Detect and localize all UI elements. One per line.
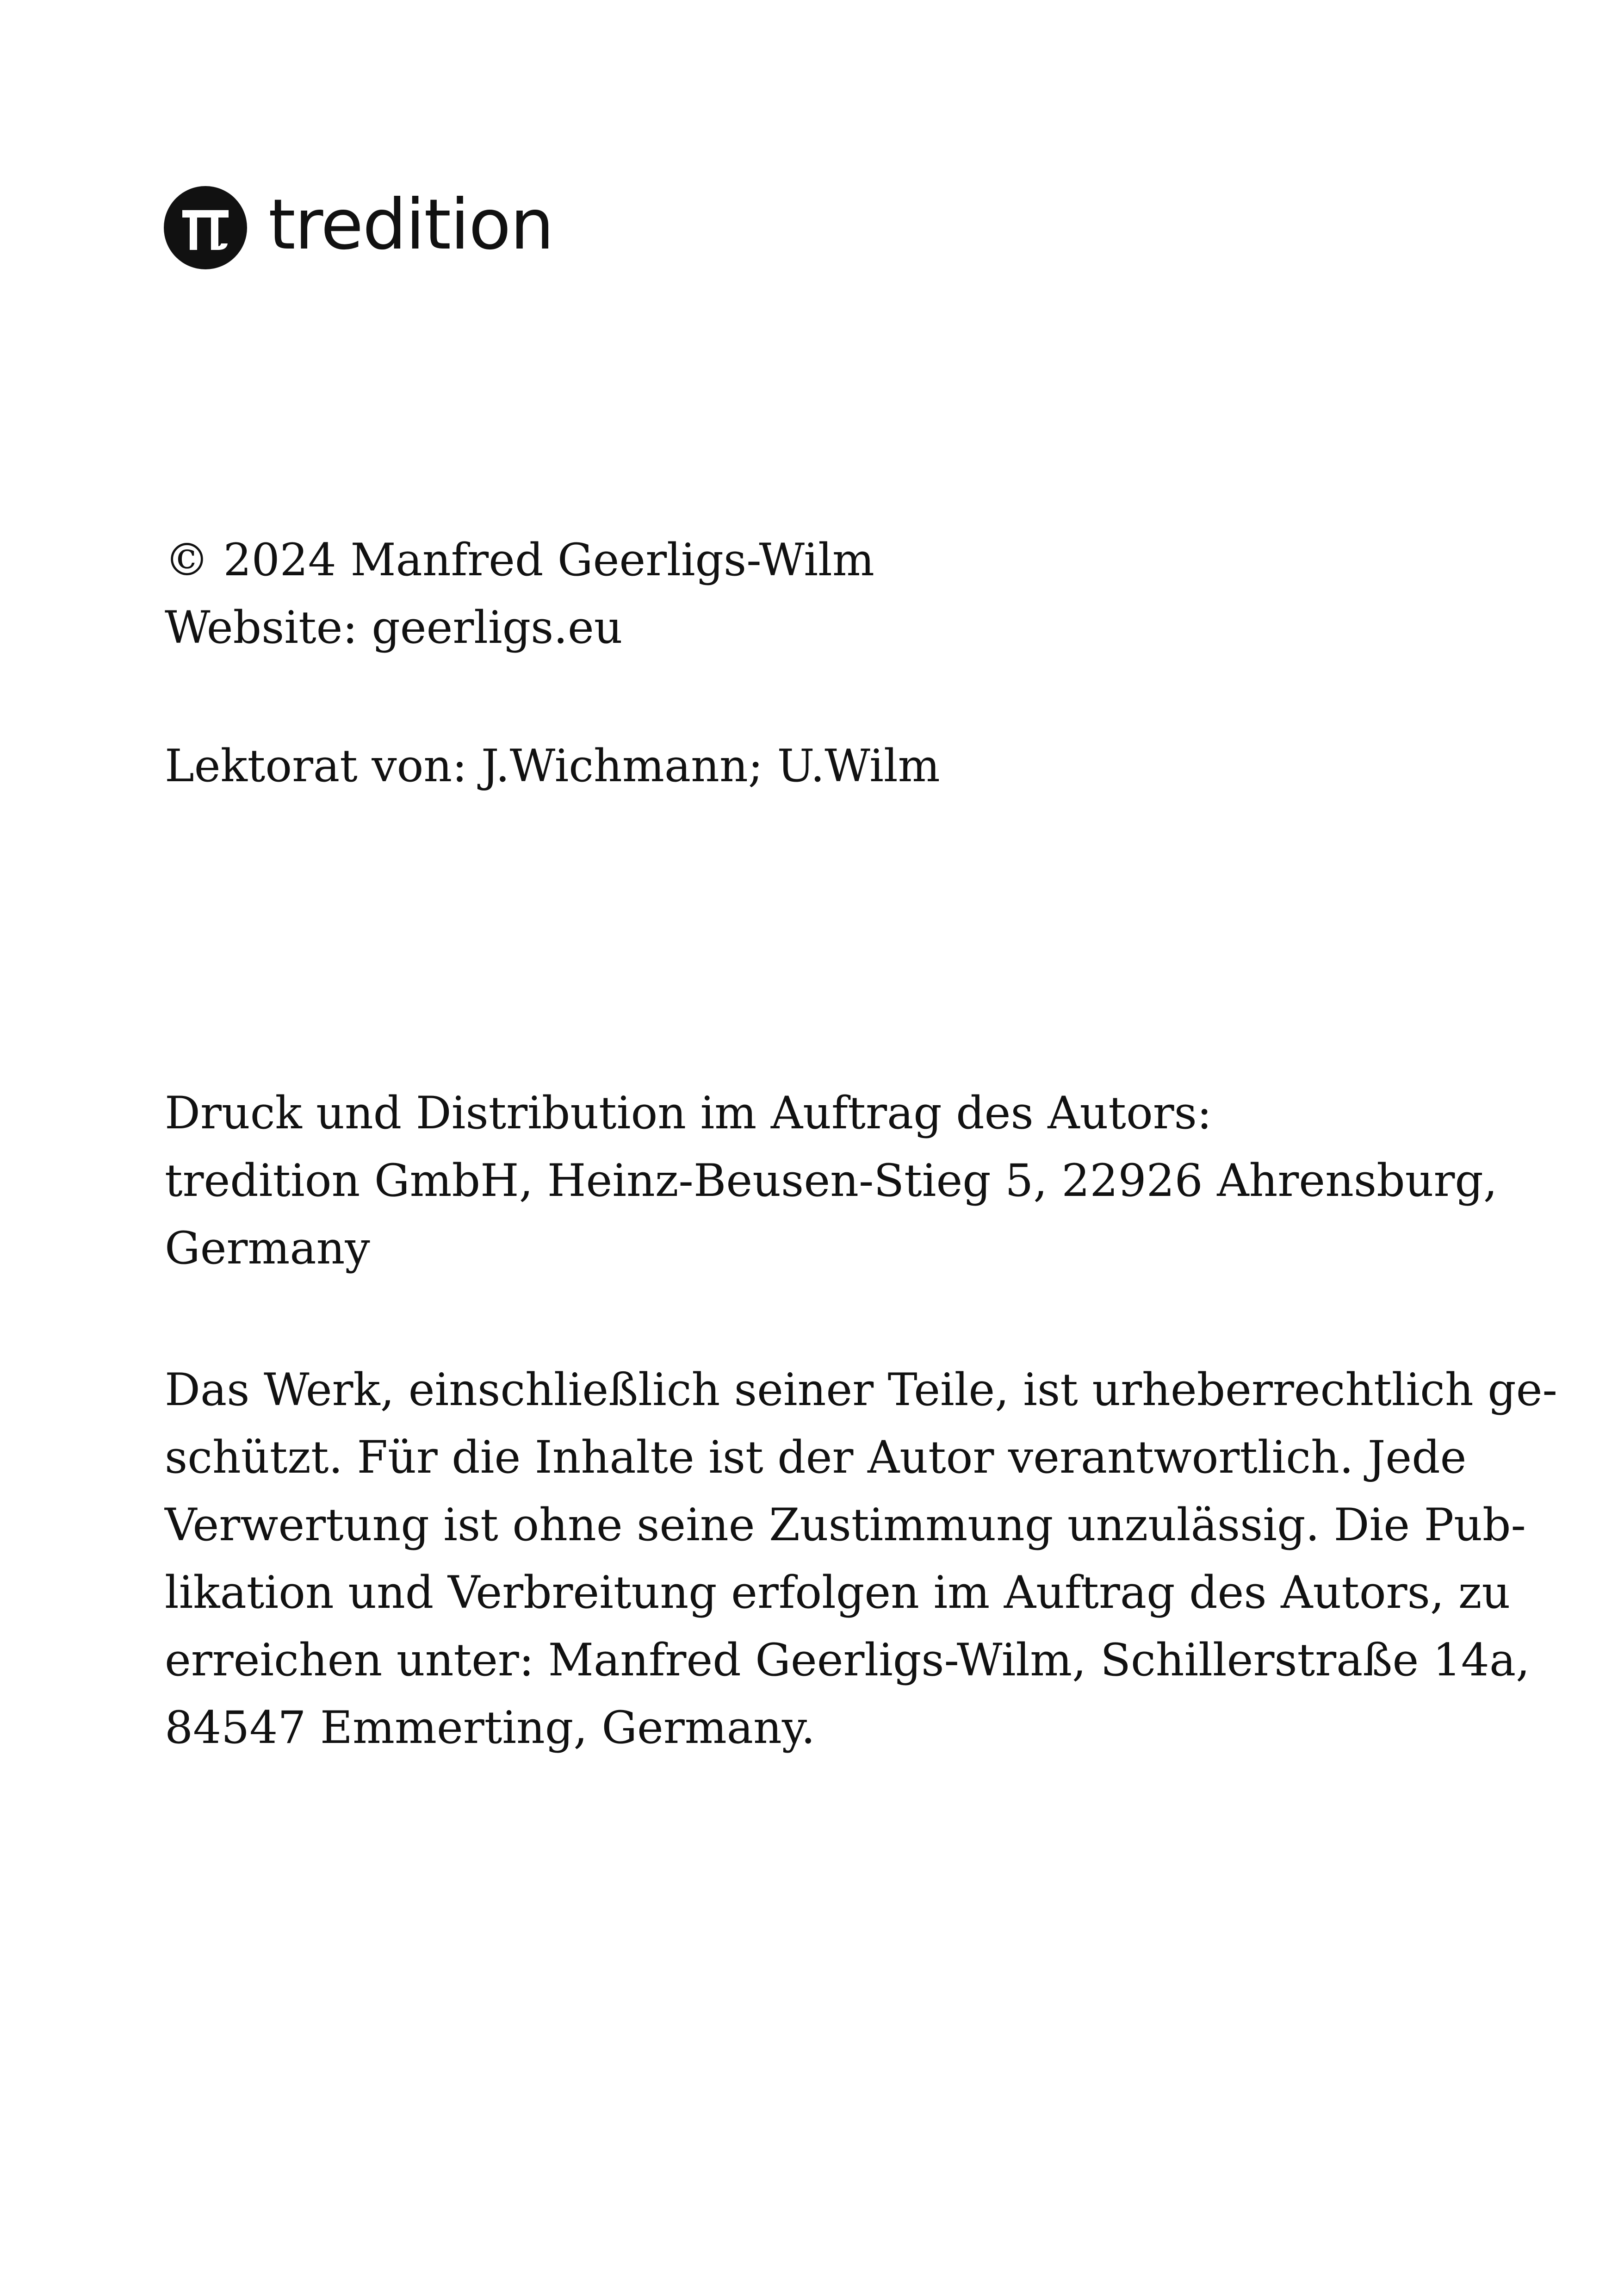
notice-line: likation und Verbreitung erfolgen im Auftrag des Autors, zu [165,1567,1511,1618]
copyright-block [165,526,1460,661]
publisher-logo [164,186,553,269]
editing-credit-line: Lektorat von: J.Wichmann; U.Wilm [165,740,940,792]
editing-credit [165,732,1460,800]
logo-wordmark: tredition [268,185,553,265]
print-distribution-block [165,1079,1498,1282]
notice-line: Verwertung ist ohne seine Zustimmung unzulässig. Die Pub- [165,1499,1526,1551]
copyright-line: © 2024 Manfred Geerligs-Wilm [165,534,874,586]
website-line: Website: geerligs.eu [165,602,623,653]
notice-line: Das Werk, einschließlich seiner Teile, ist urheberrechtlich ge- [165,1364,1557,1416]
notice-line: 84547 Emmerting, Germany. [165,1702,815,1754]
copyright-notice-paragraph [165,1356,1557,1761]
publisher-address-line: tredition GmbH, Heinz-Beusen-Stieg 5, 22926 Ahrensburg, [165,1155,1498,1207]
publisher-country-line: Germany [165,1222,370,1274]
tredition-t-mark-icon [164,186,247,269]
notice-line: erreichen unter: Manfred Geerligs-Wilm, Schillerstraße 14a, [165,1634,1530,1686]
print-distribution-line: Druck und Distribution im Auftrag des Autors: [165,1087,1212,1139]
notice-line: schützt. Für die Inhalte ist der Autor verantwortlich. Jede [165,1431,1467,1483]
